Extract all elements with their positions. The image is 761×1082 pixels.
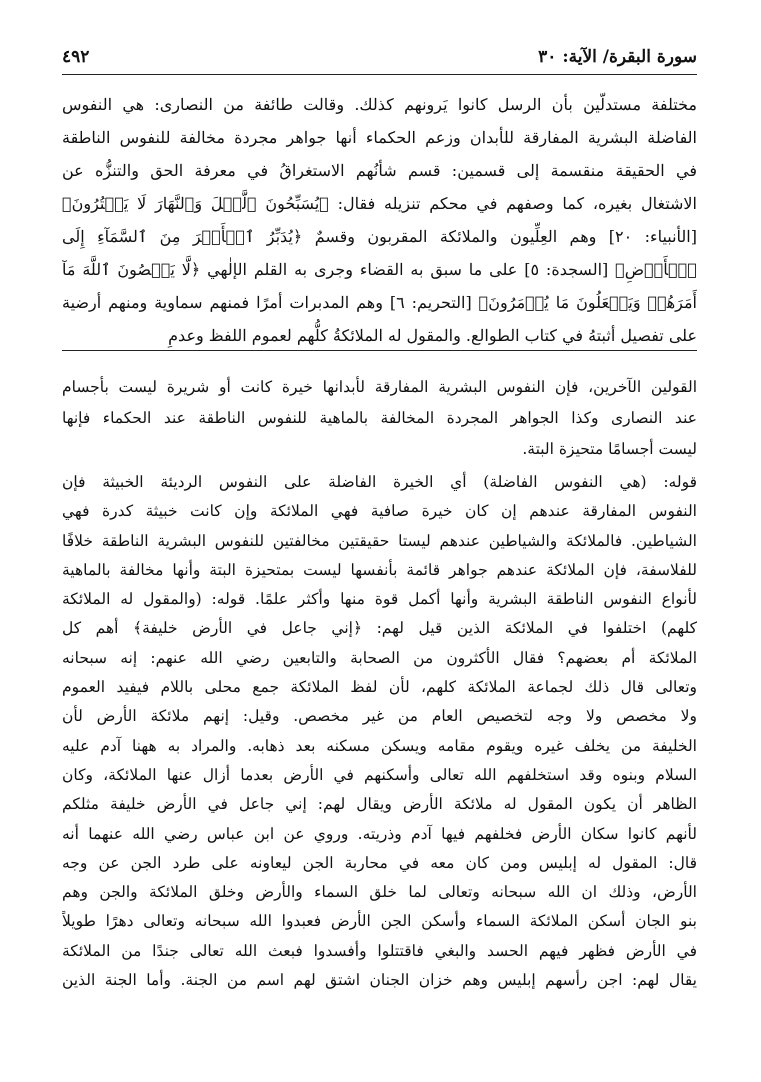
main-text-line: [الأنبياء: ٢٠] وهم العِلِّيون والملائكة المقربون وقسمٌ ﴿يُدَبِّرُ ٱلۡأَمۡرَ مِنَ ٱلسَّمَآءِ إِلَى <box>62 227 697 246</box>
commentary-line: قال: المقول له إبليس ومن كان معه في محاربة الجن ليعاونه على طرد الجن عن وجه <box>62 853 697 872</box>
commentary-block <box>62 468 697 995</box>
commentary-line: النفوس المفارقة عندهم إن كان خيرة صافية فهي الملائكة وإن كانت خبيثة كدرة فهي <box>62 502 697 521</box>
footnote-block <box>62 372 697 465</box>
main-text-line: ٱلۡأَرۡضِ﴾ [السجدة: ٥] على ما سبق به القضاء وجرى به القلم الإلٰهي ﴿لَّا يَعۡصُونَ ٱللَّهَ مَآ <box>62 260 697 279</box>
commentary-line: يقال لهم: اجن رأسهم إبليس وهم خزان الجنان اشتق لهم اسم من الجنة. وأما الجنة الذين <box>62 971 697 990</box>
commentary-line: السلام وبنوه وقد استخلفهم الله تعالى وأسكنهم في الأرض بعدما أزال عنها الملائكة، وكان <box>62 765 697 784</box>
commentary-line: قوله: (هي النفوس الفاضلة) أي الخيرة الفاضلة على النفوس الرديئة الخبيثة فإن <box>62 473 697 491</box>
main-text-line: مختلفة مستدلّين بأن الرسل كانوا يَرونهم كذلك. وقالت طائفة من النصارى: هي النفوس <box>62 95 697 114</box>
commentary-line: الخليفة من يخلف غيره ويقوم مقامه ويسكن مسكنه بعد ذهابه. والمراد به ههنا آدم عليه <box>62 736 697 755</box>
commentary-line: في الأرض فظهر فيهم الحسد والبغي فاقتتلوا وأفسدوا فبعث الله تعالى جندًا من الملائكة <box>62 941 697 960</box>
commentary-line: للفلاسفة، فإن الملائكة عندهم جواهر قائمة بأنفسها ليست بمتحيزة البتة وأنها مخالفة بالماهية <box>62 560 697 579</box>
commentary-line: كلهم) اختلفوا في الملائكة الذين قيل لهم: ﴿إني جاعل في الأرض خليفة﴾ أهم كل <box>62 619 697 638</box>
main-text-line: أَمَرَهُمۡ وَيَفۡعَلُونَ مَا يُؤۡمَرُونَ﴾ [التحريم: ٦] وهم المدبرات أمرًا فمنهم سماوية ومنهم أرضية <box>62 293 697 312</box>
main-text-line: في الحقيقة منقسمة إلى قسمين: قسم شأنُهم الاستغراقُ في معرفة الحق والتنزُّه عن <box>62 161 697 180</box>
main-text-line: الفاضلة البشرية المفارقة للأبدان وزعم الحكماء أنها جواهر مجردة مخالفة للنفوس الناطقة <box>62 128 697 147</box>
footnote-line: عند النصارى وكذا الجواهر المجردة المخالفة بالماهية للنفوس الناطقة عند الحكماء فإنها <box>62 409 697 427</box>
commentary-line: الأرض، وذلك ان الله سبحانه وتعالى لما خلق السماء والأرض وخلق الملائكة والجن وهم <box>62 883 697 902</box>
main-text-line: على تفصيل أثبتهُ في كتاب الطوالع. والمقول له الملائكةُ كلُّهم لعموم اللفظ وعدمِ <box>168 326 697 345</box>
commentary-line: بنو الجان أسكن الملائكة السماء وأسكن الجن الأرض فعبدوا الله سبحانه وتعالى دهرًا طويلاً <box>62 912 697 931</box>
footnote-line: ليست أجسامًا متحيزة البتة. <box>522 440 697 458</box>
footnote-line: القولين الآخرين، فإن النفوس البشرية المفارقة لأبدانها خيرة كانت أو شريرة ليست بأجسام <box>62 378 697 396</box>
main-text-line: الاشتغال بغيره، كما وصفهم في محكم تنزيله فقال: ﴿يُسَبِّحُونَ ٱلَّيۡلَ وَٱلنَّهَارَ لَا يَفۡتُرُونَ﴾ <box>62 194 697 213</box>
commentary-line: لأنهم كانوا سكان الأرض فخلفهم فيها آدم وذريته. وروي عن ابن عباس رضي الله عنهما أنه <box>62 824 697 843</box>
surah-reference: سورة البقرة/ الآية: ٣٠ <box>538 47 697 67</box>
commentary-line: الشياطين. فالملائكة والشياطين عندهم ليستا حقيقتين مخالفتين للنفوس البشرية الناطقة خلافًا <box>62 531 697 550</box>
commentary-line: الظاهر أن يكون المقول له ملائكة الأرض ويقال لهم: إني جاعل في الأرض خليفة مثلكم <box>62 795 697 814</box>
page-number: ٤٩٢ <box>62 47 90 67</box>
commentary-line: وتعالى قال ذلك لجماعة الملائكة كلهم، لأن لفظ الملائكة جمع محلى باللام فيفيد العموم <box>62 678 697 697</box>
header-divider <box>62 74 697 75</box>
section-divider <box>62 350 697 351</box>
page-header <box>62 40 697 74</box>
commentary-line: ولا مخصص ولا وجه لتخصيص العام من غير مخصص. وقيل: إنهم ملائكة الأرض لأن <box>62 707 697 726</box>
commentary-line: لأنواع النفوس الناطقة البشرية وأنها أكمل قوة منها وأكثر علمًا. قوله: (والمقول له الملائكة <box>62 590 697 609</box>
main-text-block <box>62 88 697 352</box>
commentary-line: الملائكة أم بعضهم؟ فقال الأكثرون من الصحابة والتابعين رضي الله عنهم: إنه سبحانه <box>62 648 697 667</box>
